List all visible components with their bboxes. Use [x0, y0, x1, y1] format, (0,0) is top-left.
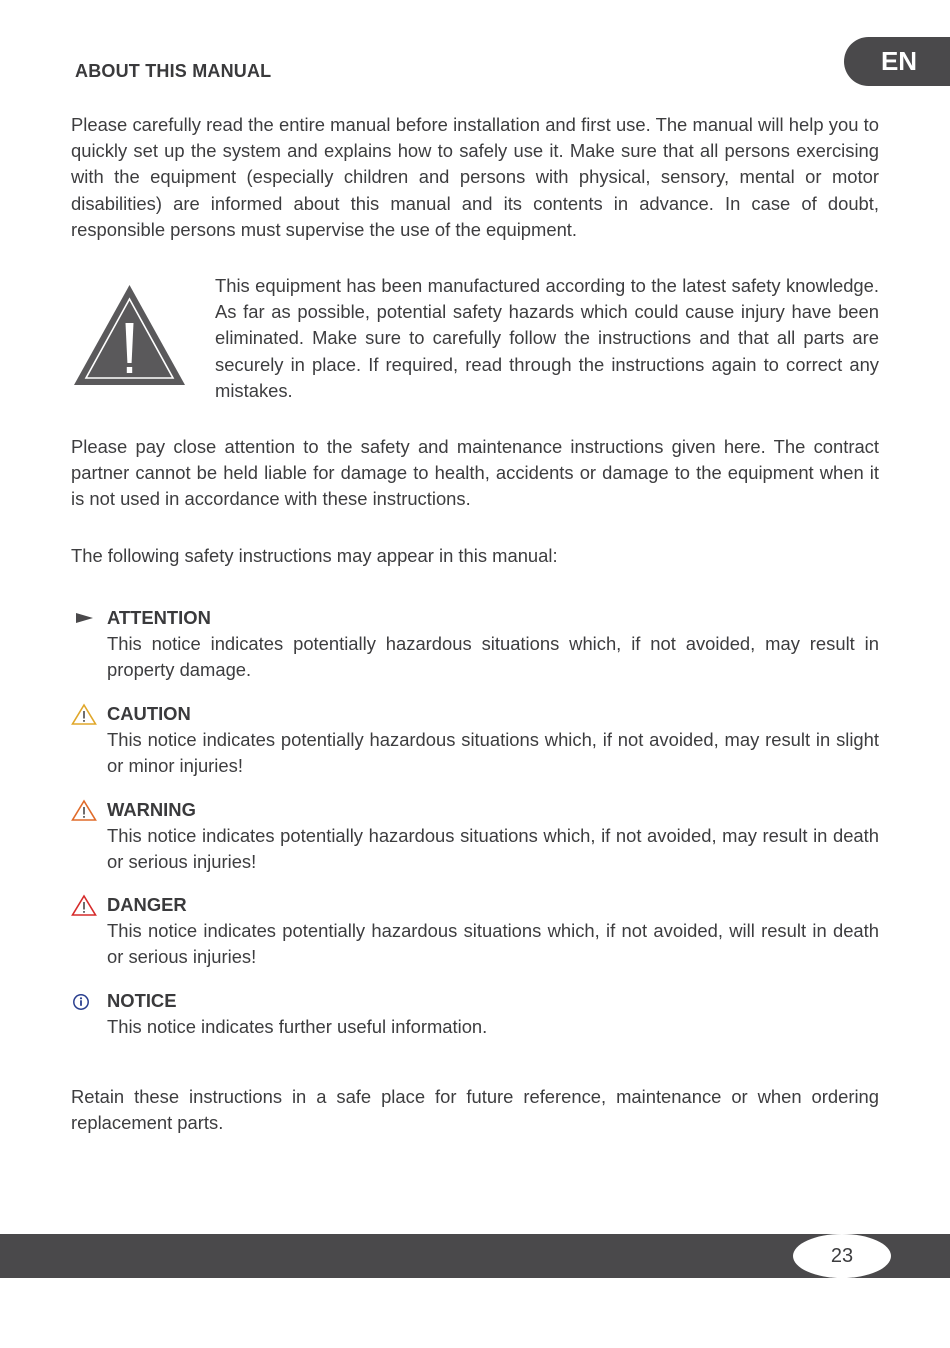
arrow-right-icon	[71, 607, 97, 629]
warning-triangle-icon	[71, 799, 97, 821]
language-tab: EN	[844, 37, 950, 86]
general-warning-icon	[72, 283, 187, 387]
notice-text: This notice indicates potentially hazardous situations which, if not avoided, will result in death or serious injuries!	[107, 920, 879, 968]
caution-triangle-icon	[71, 703, 97, 725]
safety-liability-paragraph: Please pay close attention to the safety and maintenance instructions given here. The contract partner cannot be held liable for damage to health, accidents or damage to the equipment when it is not used in accordance with these instructions.	[71, 436, 879, 510]
equipment-paragraph: This equipment has been manufactured according to the latest safety knowledge. As far as possible, potential safety hazards which could cause injury have been eliminated. Make sure to carefully follow the instructions and that all parts are securely in place. If required, read through the instructions again to correct any mistakes.	[215, 275, 879, 401]
page-number: 23	[793, 1234, 891, 1278]
notice-text: This notice indicates potentially hazardous situations which, if not avoided, may result in death or serious injuries!	[107, 825, 879, 873]
notice-title: CAUTION	[107, 703, 191, 724]
notice-text: This notice indicates potentially hazardous situations which, if not avoided, may result in slight or minor injuries!	[107, 729, 879, 777]
section-title: ABOUT THIS MANUAL	[75, 61, 272, 81]
notice-title: ATTENTION	[107, 607, 211, 628]
danger-triangle-icon	[71, 894, 97, 916]
retain-paragraph: Retain these instructions in a safe place for future reference, maintenance or when ordering replacement parts.	[71, 1086, 879, 1134]
intro-paragraph: Please carefully read the entire manual before installation and first use. The manual will help you to quickly set up the system and explains how to safely use it. Make sure that all persons exercising with the equipment (especially children and persons with physical, sensory, mental or motor disabilities) are informed about this manual and its contents in advance. In case of doubt, responsible persons must supervise the use of the equipment.	[71, 114, 879, 240]
notice-title: WARNING	[107, 799, 196, 820]
notice-title: NOTICE	[107, 990, 177, 1011]
notice-text: This notice indicates potentially hazardous situations which, if not avoided, may result in property damage.	[107, 633, 879, 681]
notice-text: This notice indicates further useful information.	[107, 1016, 488, 1037]
notice-title: DANGER	[107, 894, 187, 915]
following-instructions-paragraph: The following safety instructions may appear in this manual:	[71, 545, 558, 566]
info-circle-icon	[71, 990, 97, 1012]
